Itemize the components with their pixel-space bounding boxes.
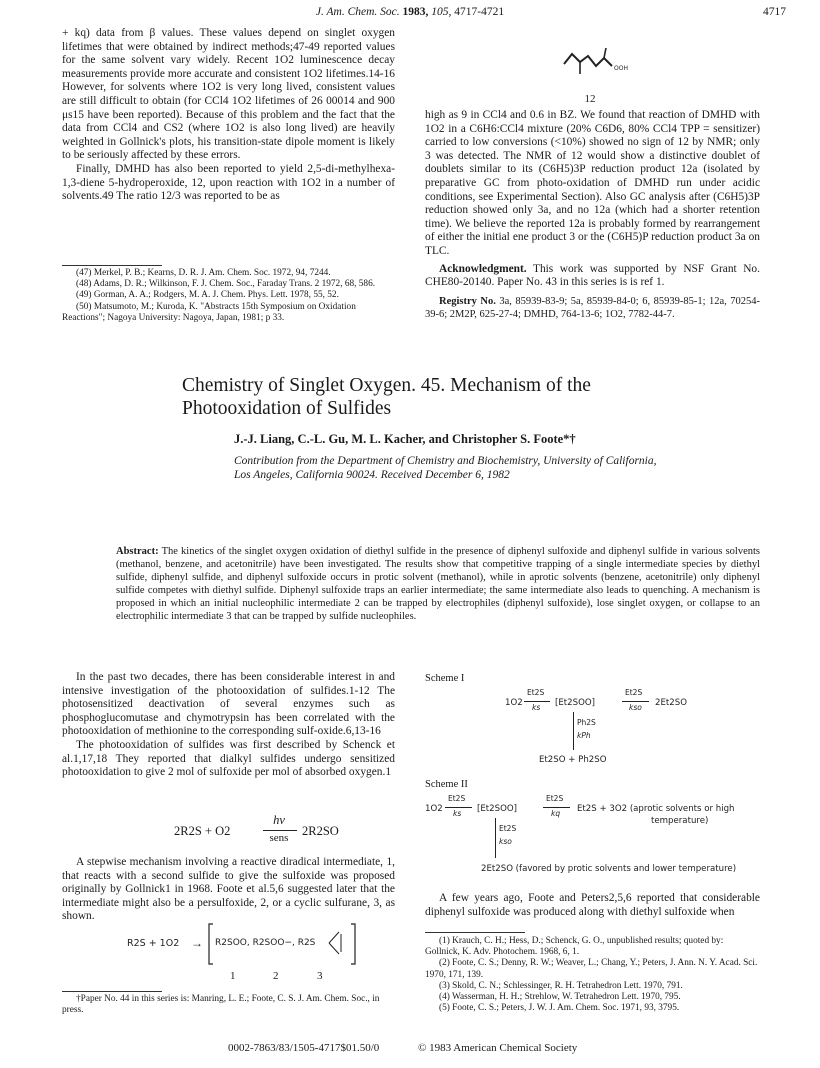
prev-paragraph: Finally, DMHD has also been reported to yield 2,5-di-methylhexa-1,3-diene 5-hydroperoxide, 12, upon reaction with 1O2 in a number of solvents.49 The ratio 12/3 was reported to be as bbox=[62, 162, 395, 203]
acknowledgment: Acknowledgment. This work was supported by NSF Grant No. CHE80-20140. Paper No. 43 in this series is is ref 1. bbox=[425, 262, 760, 289]
prev-left-footnotes bbox=[62, 268, 395, 324]
footnote: (3) Skold, C. N.; Schlessinger, R. H. Tetrahedron Lett. 1970, 791. bbox=[439, 980, 683, 991]
footnote: (1) Krauch, C. H.; Hess, D.; Schenck, G. O., unpublished results; quoted by: Gollnick, K. Adv. Photochem. 1968, 6, 1. bbox=[425, 936, 724, 958]
abstract: Abstract: The kinetics of the singlet oxygen oxidation of diethyl sulfide in the presence of diphenyl sulfoxide and diphenyl sulfide in various solvents (methanol, benzene, and acetonitrile) have been investigated. The results show that competitive trapping of a single intermediate species by diethyl sulfide, diphenyl sulfide, and diphenyl sulfoxide occurs in protic solvent (methanol), while in aprotic solvents (benzene, acetonitrile) only diphenyl sulfide competes with diethyl sulfide. Diphenyl sulfoxide traps an earlier intermediate; the same intermediate also leads to quenching. A mechanism is proposed in which an initial nucleophilic intermediate 2 can be trapped by electrophiles (diphenyl sulfoxide), lose singlet oxygen, or collapse to an electrophilic intermediate 3 that can be trapped by sulfide nucleophiles. bbox=[116, 546, 760, 622]
body-left-column-2 bbox=[62, 856, 395, 924]
article-affiliation: Contribution from the Department of Chemistry and Biochemistry, University of California, Los Angeles, California 90024. Received December 6, 1982 bbox=[234, 455, 657, 481]
footnote-rule bbox=[425, 932, 525, 933]
footnote-rule bbox=[62, 265, 162, 266]
ooh-label: OOH bbox=[614, 65, 628, 72]
body-paragraph: The photooxidation of sulfides was first described by Schenck et al.1,17,18 They reported that dialkyl sulfides undergo sensitized photooxidation to give 2 mol of sulfoxide per mol of absorbed oxygen.1 bbox=[62, 738, 395, 779]
equation-2: R2S + 1O2 → R2SOO, R2SOO−, R2S 1 2 3 bbox=[127, 922, 377, 982]
registry-numbers: Registry No. 3a, 85939-83-9; 5a, 85939-84-0; 6, 85939-85-1; 12a, 70254-39-6; 2M2P, 625-27-4; DMHD, 764-13-6; 1O2, 7782-44-7. bbox=[425, 295, 760, 320]
prev-paragraph: high as 9 in CCl4 and 0.6 in BZ. We found that reaction of DMHD with 1O2 in a C6H6:CCl4 mixture (20% C6D6, 80% CCl4 TPP = sensitizer) carried to low conversions (<10%) showed no sign of 12 by NMR; only 3 was detected. The NMR of 12 would show a distinctive doublet of doublets similar to its (C6H5)3P reduction product 12a (isolated by preparative GC from photo-oxidation of DMHD run under acidic conditions, see Experimental Section). Also GC analysis after (C6H5)3P reduction showed only 3a, and no 12a (which had a shorter retention time). We believe the reported 12a is probably formed by rearrangement of either the initial ene product 3 or the (C6H5)P reduction product 3a on TLC. bbox=[425, 109, 760, 257]
body-paragraph: In the past two decades, there has been considerable interest in and intensive investigation of the photooxidation of sulfides.1-12 The photosensitized deactivation of several enzymes such as phosphoglucomutase and chymotrypsin has been correlated with the photooxidation of methionine to the corresponding sulf-oxide.6,13-16 bbox=[62, 671, 395, 738]
scheme-2: 1O2 Et2S ks [Et2SOO] Et2S kq Et2S + 3O2 (aprotic solvents or high temperature) Et2S kso 2Et2SO (favored by protic solvents and lower temperature) bbox=[425, 794, 737, 874]
body-paragraph: A few years ago, Foote and Peters2,5,6 reported that considerable diphenyl sulfoxide was produced along with diethyl sulfoxide when bbox=[425, 892, 760, 918]
scheme-1: 1O2 Et2S ks [Et2SOO] Et2S kso 2Et2SO Ph2S kPh Et2SO + Ph2SO bbox=[505, 688, 687, 765]
equation-1: 2R2S + O2 hν sens 2R2SO bbox=[174, 813, 339, 844]
footnote: (2) Foote, C. S.; Denny, R. W.; Weaver, L.; Chang, Y.; Peters, J. Ann. N. Y. Acad. Sci. 1970, 171, 139. bbox=[425, 958, 758, 980]
prev-paragraph: + kq) data from β values. These values depend on singlet oxygen lifetimes that were obtained by indirect methods;47-49 reported values for the same solvent vary widely. Recent 1O2 luminescence decay measurements provide more accurate and consistent 1O2 lifetimes.14-16 However, for solvents where 1O2 is very long lived, consistent values are still difficult to obtain (for CCl4 1O2 lifetimes of 26 00014 and 900 μs15 have been reported). Because of this problem and the fact that the data from CCl4 and CS2 (where 1O2 is also long lived) are heavily weighted in Gollnick's plots, his transition-state dipole moment is likely to be seriously affected by these errors. bbox=[62, 27, 395, 162]
scheme-1-label: Scheme I bbox=[425, 673, 465, 684]
footnote: (48) Adams, D. R.; Wilkinson, F. J. Chem. Soc., Faraday Trans. 2 1972, 68, 586. bbox=[76, 279, 376, 290]
prev-right-column bbox=[425, 109, 760, 321]
footnote: (5) Foote, C. S.; Peters, J. W. J. Am. Chem. Soc. 1971, 93, 3795. bbox=[439, 1003, 680, 1014]
copyright: © 1983 American Chemical Society bbox=[418, 1042, 578, 1054]
running-header bbox=[0, 6, 820, 22]
body-left-column bbox=[62, 671, 395, 780]
body-right-column bbox=[425, 892, 760, 919]
structure-12-drawing bbox=[560, 44, 640, 84]
scheme-2-label: Scheme II bbox=[425, 779, 468, 790]
footnote: (4) Wasserman, H. H.; Strehlow, W. Tetrahedron Lett. 1970, 795. bbox=[439, 992, 681, 1003]
article-title: Chemistry of Singlet Oxygen. 45. Mechanism of the Photooxidation of Sulfides bbox=[182, 375, 591, 419]
footnote-rule bbox=[62, 991, 162, 992]
article-authors: J.-J. Liang, C.-L. Gu, M. L. Kacher, and Christopher S. Foote*† bbox=[234, 432, 576, 446]
structure-12-label: 12 bbox=[584, 93, 596, 105]
footnote: (47) Merkel, P. B.; Kearns, D. R. J. Am. Chem. Soc. 1972, 94, 7244. bbox=[76, 268, 331, 278]
body-paragraph: A stepwise mechanism involving a reactive diradical intermediate, 1, that reacts with a second sulfide to give the sulfoxide was proposed originally by Gollnick1 in 1968. Foote et al.5,6 suggested later that the intermediate might also be a persulfoxide, 2, or a cyclic sulfurane, 3, as shown. bbox=[62, 856, 395, 923]
journal-citation: J. Am. Chem. Soc. 1983, 105, 4717-4721 bbox=[315, 6, 505, 18]
prev-left-column bbox=[62, 27, 395, 204]
footnote: (50) Matsumoto, M.; Kuroda, K. "Abstracts 15th Symposium on Oxidation Reactions"; Nagoya University: Nagoya, Japan, 1981; p 33. bbox=[62, 301, 356, 323]
issn-code: 0002-7863/83/1505-4717$01.50/0 bbox=[228, 1042, 380, 1054]
footnote: (49) Gorman, A. A.; Rodgers, M. A. J. Chem. Phys. Lett. 1978, 55, 52. bbox=[76, 290, 339, 301]
title-footnote: †Paper No. 44 in this series is: Manring, L. E.; Foote, C. S. J. Am. Chem. Soc., in press. bbox=[62, 994, 380, 1016]
page-number: 4717 bbox=[763, 6, 786, 18]
right-footnotes bbox=[425, 936, 760, 1014]
